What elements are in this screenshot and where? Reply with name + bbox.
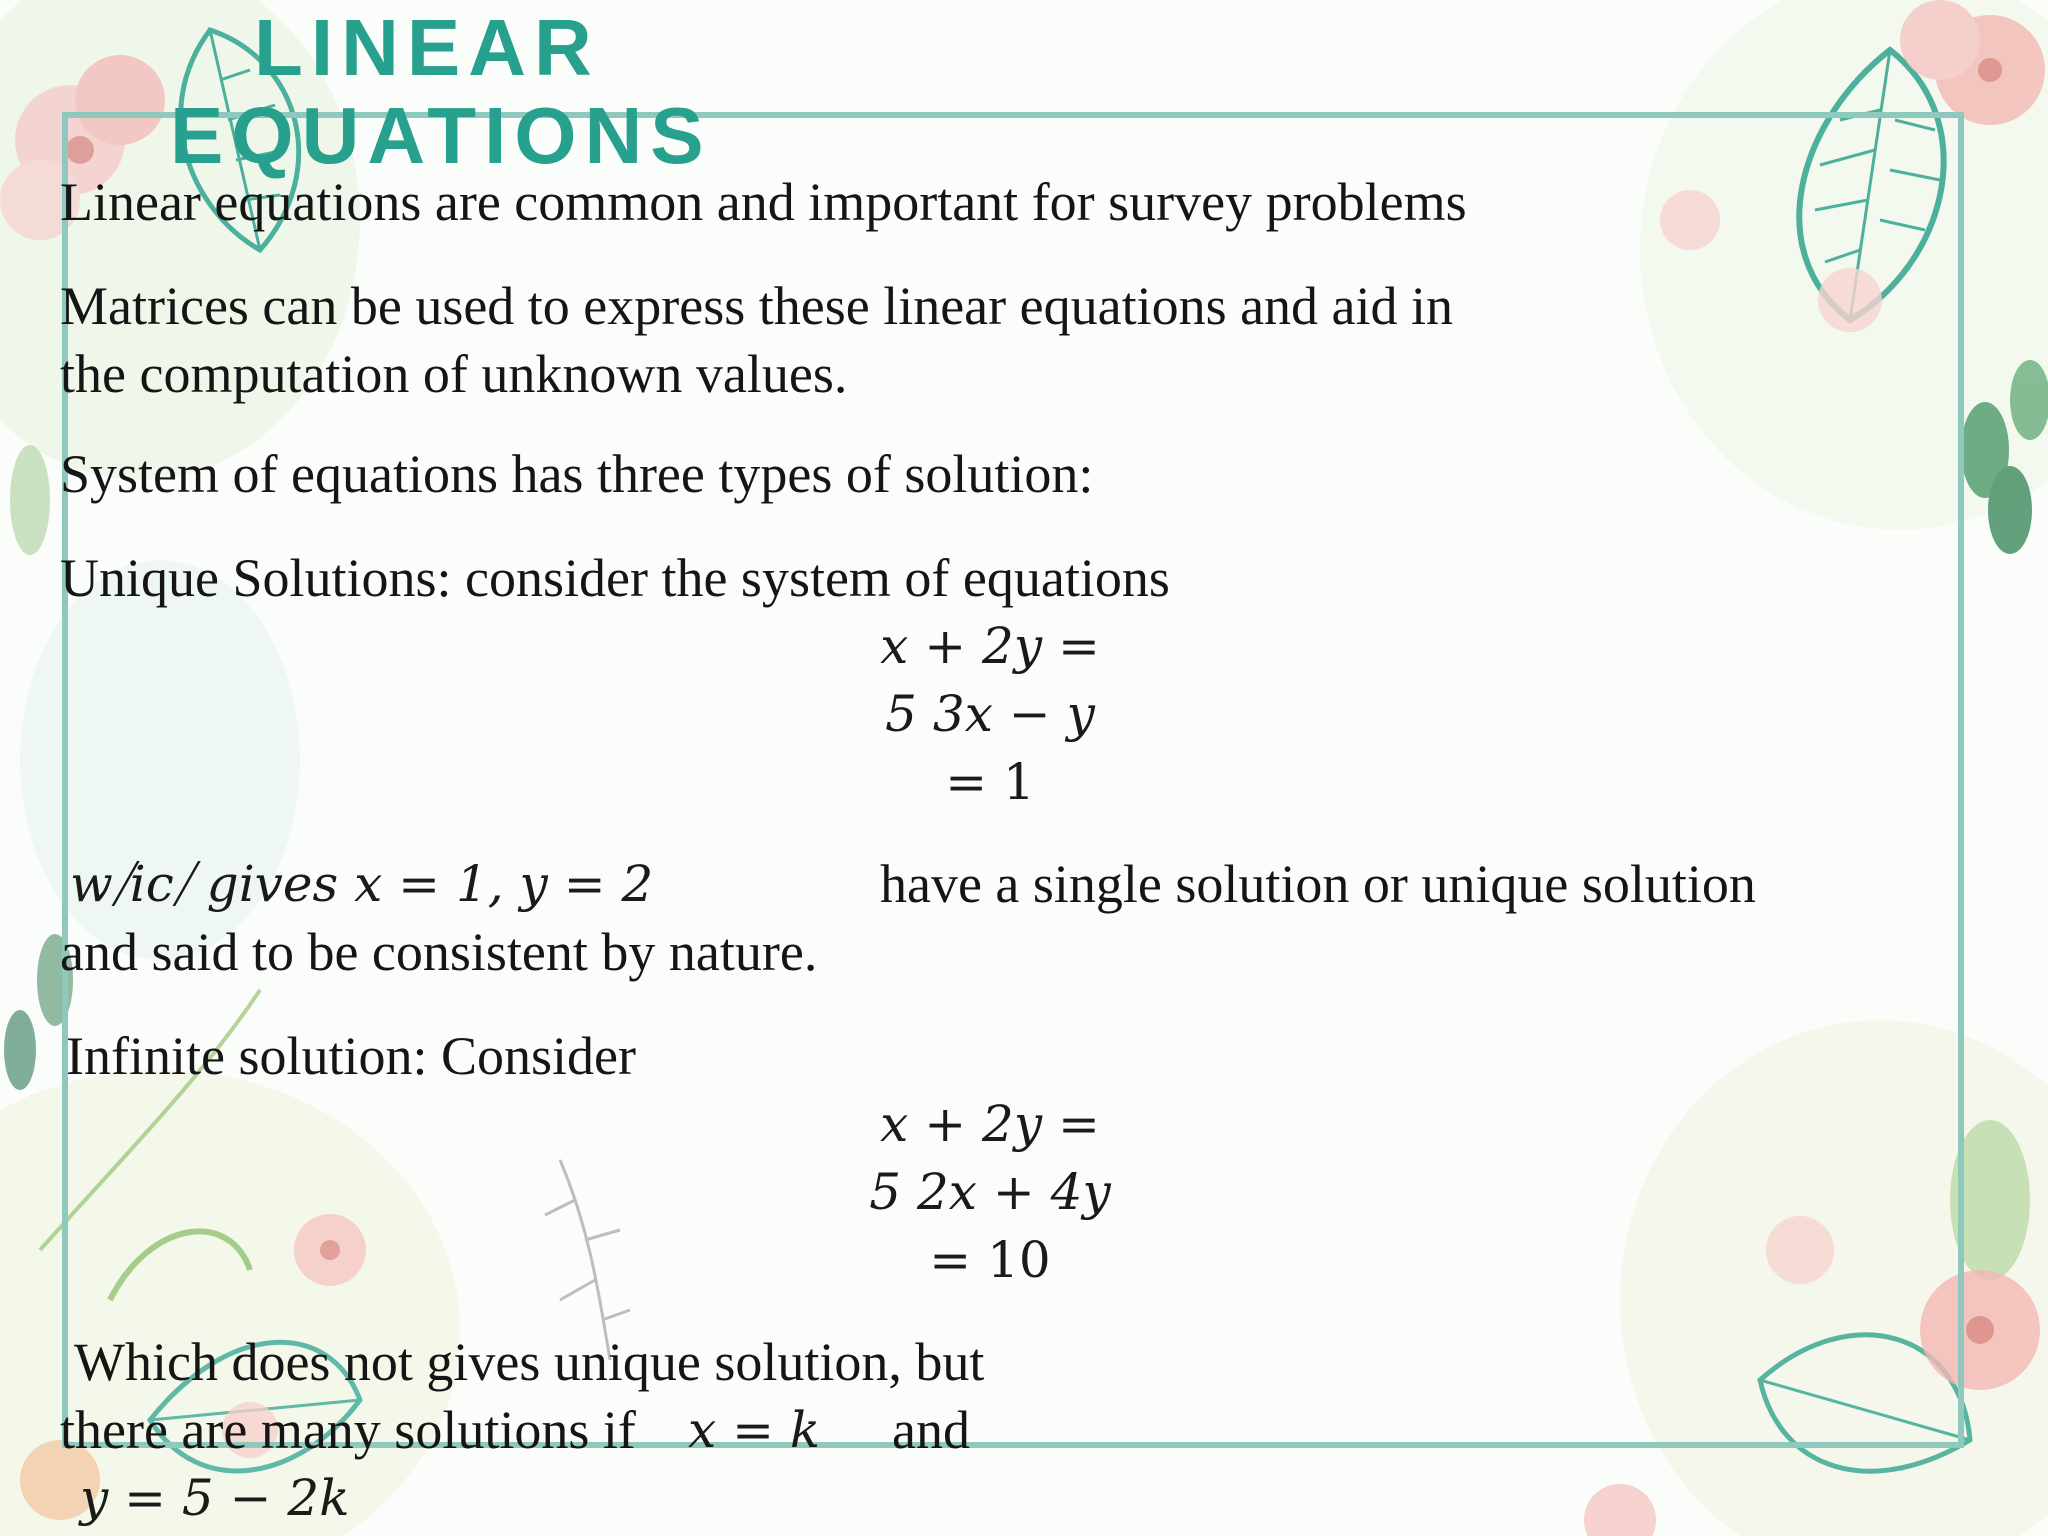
and-word: and: [892, 1400, 970, 1460]
title-line-1: LINEAR: [254, 3, 600, 92]
paragraph-unique-solutions: Unique Solutions: consider the system of equations: [60, 548, 1170, 608]
title-line-2: EQUATIONS: [170, 91, 712, 180]
paragraph-not-unique: Which does not gives unique solution, but: [74, 1332, 985, 1392]
equation-line: x + 2y =: [880, 617, 1100, 675]
equation-block-infinite: [780, 1090, 1200, 1294]
paragraph-single-solution: have a single solution or unique solution: [880, 854, 1756, 914]
slide-title: [170, 4, 870, 180]
paragraph-many-solutions: there are many solutions if: [60, 1400, 636, 1460]
paragraph-solution-types: System of equations has three types of solution:: [60, 444, 1094, 504]
equation-line: 5 3x − y: [885, 685, 1095, 743]
which-gives-math: w⧸ic⧸ gives x = 1, y = 2: [70, 855, 654, 913]
equation-line: x + 2y =: [880, 1095, 1100, 1153]
paragraph-linear-importance: Linear equations are common and important for survey problems: [60, 172, 1467, 232]
paragraph-infinite-solution: Infinite solution: Consider: [66, 1026, 636, 1086]
equation-block-unique: [780, 612, 1200, 816]
x-equals-k-math: x = k: [688, 1401, 821, 1459]
equation-line: = 10: [929, 1231, 1051, 1289]
y-equals-math: y = 5 − 2k: [80, 1469, 350, 1527]
equation-line: 5 2x + 4y: [869, 1163, 1111, 1221]
paragraph-consistent: and said to be consistent by nature.: [60, 922, 818, 982]
equation-line: = 1: [945, 753, 1035, 811]
paragraph-matrices-line-2: the computation of unknown values.: [60, 344, 848, 404]
paragraph-matrices-line-1: Matrices can be used to express these linear equations and aid in: [60, 276, 1454, 336]
